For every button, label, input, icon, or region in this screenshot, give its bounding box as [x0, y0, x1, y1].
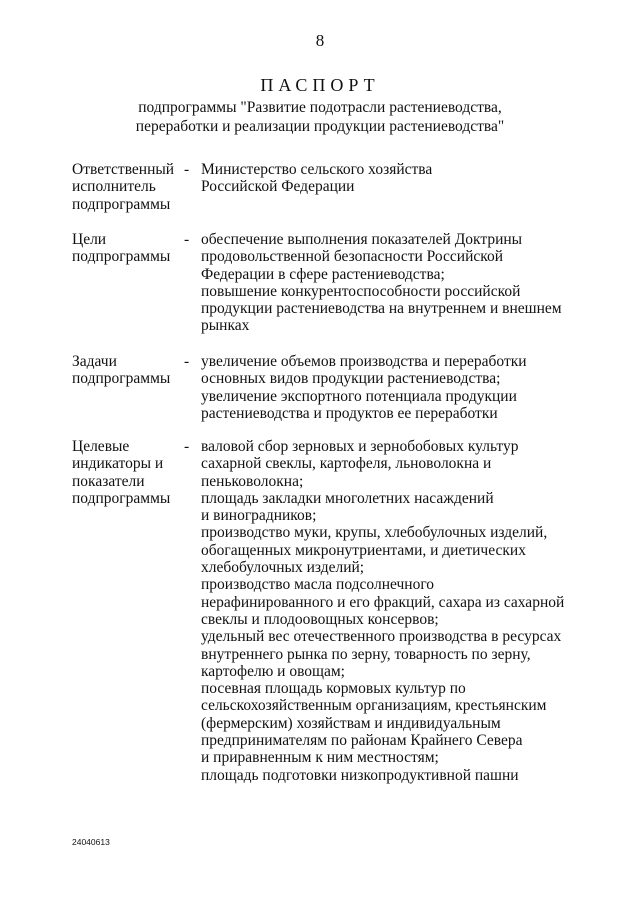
section-content: [201, 353, 571, 422]
content-line: продукции растениеводства на внутреннем и внешнем: [201, 300, 562, 318]
label-line: подпрограммы: [72, 195, 171, 213]
content-line: сахарной свеклы, картофеля, льноволокна и: [201, 455, 492, 473]
content-line: основных видов продукции растениеводства;: [201, 370, 501, 388]
document-subtitle: [0, 98, 640, 136]
footer-code: 24040613: [72, 837, 110, 847]
content-line: производство масла подсолнечного: [201, 576, 435, 594]
section-label: [72, 161, 177, 213]
document-title: ПАСПОРТ: [260, 75, 380, 95]
content-line: внутреннего рынка по зерну, товарность по зерну,: [201, 645, 531, 663]
subtitle-line: переработки и реализации продукции растениеводства": [135, 118, 505, 135]
content-line: площадь закладки многолетних насаждений: [201, 489, 494, 507]
content-line: посевная площадь кормовых культур по: [201, 680, 466, 698]
label-line: Цели: [72, 231, 107, 248]
section-content: [201, 438, 571, 784]
page-number: 8: [315, 31, 325, 50]
label-line: подпрограммы: [72, 489, 171, 507]
section-label: [72, 231, 177, 266]
content-line: свеклы и плодоовощных консервов;: [201, 610, 439, 628]
content-line: хлебобулочных изделий;: [201, 559, 365, 577]
label-line: Целевые: [72, 438, 130, 455]
label-line: индикаторы и: [72, 455, 164, 473]
content-line: обогащенных микронутриентами, и диетических: [201, 541, 526, 559]
content-line: обеспечение выполнения показателей Доктрины: [201, 231, 523, 248]
section-dash: -: [184, 353, 190, 370]
content-line: производство муки, крупы, хлебобулочных изделий,: [201, 524, 548, 542]
label-line: исполнитель: [72, 178, 156, 196]
content-line: увеличение экспортного потенциала продукции: [201, 387, 517, 405]
subtitle-line: подпрограммы "Развитие подотрасли растениеводства,: [138, 99, 502, 116]
section-dash: -: [184, 231, 190, 248]
content-line: предпринимателям по районам Крайнего Севера: [201, 732, 523, 750]
content-line: Российской Федерации: [201, 178, 355, 196]
label-line: Задачи: [72, 353, 117, 370]
content-line: сельскохозяйственным организациям, крестьянским: [201, 697, 547, 715]
label-line: подпрограммы: [72, 370, 171, 388]
content-line: продовольственной безопасности Российской: [201, 248, 504, 266]
section-label: [72, 353, 177, 388]
label-line: показатели: [72, 472, 145, 490]
section-label: [72, 438, 177, 507]
content-line: растениеводства и продуктов ее переработки: [201, 404, 498, 422]
content-line: рынках: [201, 317, 250, 335]
section-dash: -: [184, 161, 190, 178]
content-line: и приравненным к ним местностям;: [201, 749, 439, 767]
content-line: (фермерским) хозяйствам и индивидуальным: [201, 714, 501, 732]
content-line: Федерации в сфере растениеводства;: [201, 265, 445, 283]
label-line: подпрограммы: [72, 248, 171, 266]
content-line: увеличение объемов производства и переработки: [201, 353, 527, 370]
section-content: [201, 231, 571, 335]
label-line: Ответственный: [72, 161, 175, 178]
content-line: площадь подготовки низкопродуктивной пашни: [201, 766, 519, 784]
section-content: [201, 161, 571, 196]
content-line: валовой сбор зерновых и зернобобовых культур: [201, 438, 519, 455]
content-line: Министерство сельского хозяйства: [201, 161, 433, 178]
content-line: и виноградников;: [201, 507, 317, 525]
content-line: повышение конкурентоспособности российской: [201, 282, 521, 300]
content-line: картофелю и овощам;: [201, 662, 345, 680]
content-line: пеньковолокна;: [201, 472, 304, 490]
content-line: удельный вес отечественного производства в ресурсах: [201, 628, 562, 646]
section-dash: -: [184, 438, 190, 455]
content-line: нерафинированного и его фракций, сахара из сахарной: [201, 593, 565, 611]
